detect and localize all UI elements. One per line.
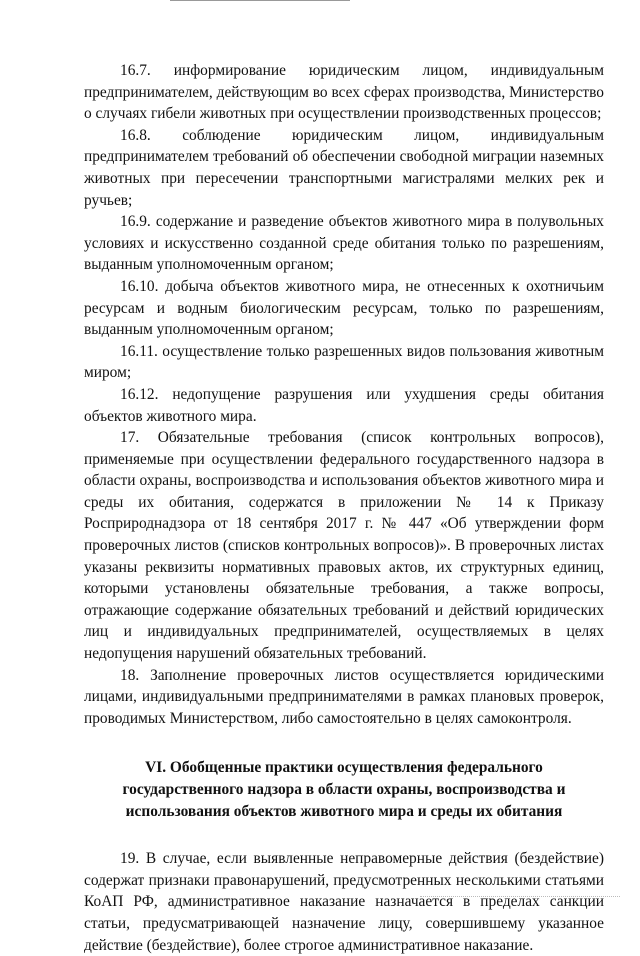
paragraph-18: 18. Заполнение проверочных листов осуществляется юридическими лицами, индивидуальными предпринимателями в рамках плановых проверок, проводимых Министерством, либо самостоятельно в целях самоконтроля. — [84, 666, 604, 727]
document-body — [84, 60, 604, 956]
section-heading: VI. Обобщенные практики осуществления федерального государственного надзора в области охраны, воспроизводства и использования объектов животного мира и среды их обитания — [122, 759, 566, 820]
paragraph-16-8: 16.8. соблюдение юридическим лицом, индивидуальным предпринимателем требований об обеспечении свободной миграции наземных животных при пересечении транспортными магистралями мелких рек и ручьев; — [84, 126, 604, 209]
paragraph-19: 19. В случае, если выявленные неправомерные действия (бездействие) содержат признаки правонарушений, предусмотренных несколькими статьями КоАП РФ, административное наказание назначается в пределах санкции статьи, предусматривающей назначение лицу, совершившему указанное действие (бездействие), более строгое административное наказание. — [84, 850, 604, 954]
paragraph-16-10: 16.10. добыча объектов животного мира, не отнесенных к охотничьим ресурсам и водным биологическим ресурсам, только по разрешениям, выданным уполномоченным органом; — [84, 277, 604, 339]
paragraph-16-12: 16.12. недопущение разрушения или ухудшения среды обитания объектов животного мира. — [84, 385, 604, 425]
page-bottom-edge — [420, 896, 620, 899]
paragraph-16-9: 16.9. содержание и разведение объектов животного мира в полувольных условиях и искусственно созданной среде обитания только по разрешениям, выданным уполномоченным органом; — [84, 213, 604, 274]
paragraph-16-7: 16.7. информирование юридическим лицом, индивидуальным предпринимателем, действующим во всех сферах производства, Министерство о случаях гибели животных при осуществлении производственных процессов; — [84, 62, 604, 123]
page-top-edge — [170, 0, 350, 1]
paragraph-16-11: 16.11. осуществление только разрешенных видов пользования животным миром; — [84, 342, 604, 382]
paragraph-17: 17. Обязательные требования (список контрольных вопросов), применяемые при осуществлении федерального государственного надзора в области охраны, воспроизводства и использования объектов животного мира и среды их обитания, содержатся в приложении № 14 к Приказу Росприроднадзора от 18 сентября 2017 г. № 447 «Об утверждении форм проверочных листов (списков контрольных вопросов)». В проверочных листах указаны реквизиты нормативных правовых актов, их структурных единиц, которыми установлены обязательные требования, а также вопросы, отражающие содержание обязательных требований и действий юридических лиц и индивидуальных предпринимателей, осуществляемых в целях недопущения нарушений обязательных требований. — [84, 429, 604, 663]
